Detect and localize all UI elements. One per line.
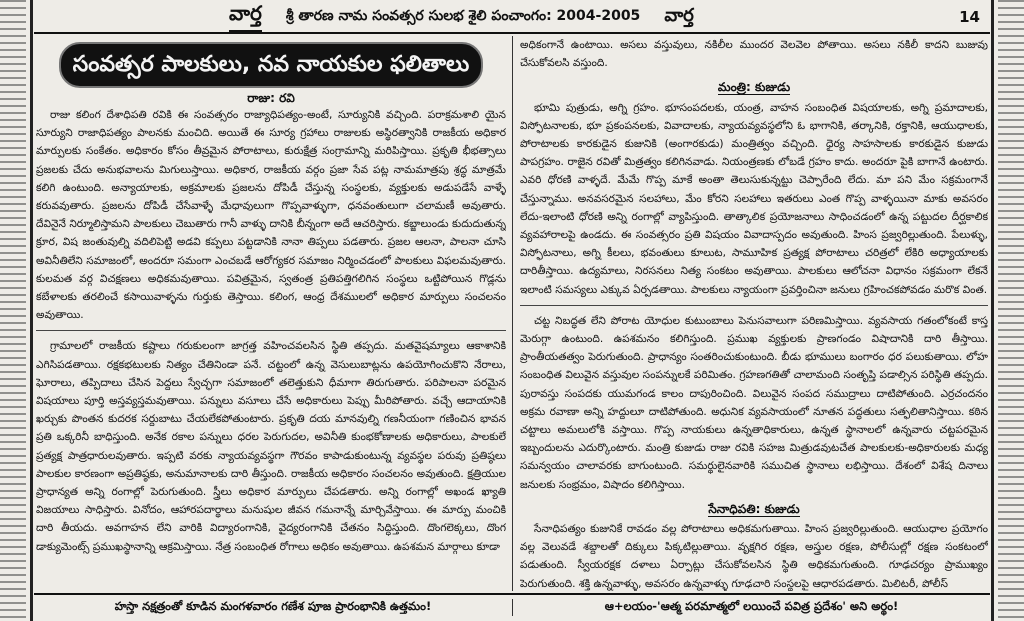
border-rule-left bbox=[30, 0, 33, 621]
king-paragraph-1: రాజు కలింగ దేశాధిపతి రవికి ఈ సంవత్సరం రాజ్యాధిపత్యం-అంటే, సూర్యునికి వచ్చింది. పరాక్రమశాలి యైన సూర్యుని రాజాధిపత్యం పాలనకు మంచిది. అయితే ఈ సూర్య గ్రహాలు రాజులకు అస్థిరత్వానికి రాజకీయ అధికార మార్పులకు సంకేతం. అధికారం కోసం తీవ్రమైన పోరాటాలు, కురుక్షేత్ర సంగ్రామాన్ని మరిపిస్తాయి. ప్రకృతి భీభత్సాలు ప్రజలకు చేదు అనుభవాలను మిగులుస్తాయి. అధికార, రాజకీయ వర్గం ప్రజా సేవ పట్ల నామమాత్రపు శ్రద్ధ మాత్రమే కలిగి ఉంటుంది. అన్యాయాలకు, అక్రమాలకు ప్రజలను దోపిడీ చేస్తున్న సంస్థలకు, వ్యక్తులకు అడుపడేసే వాళ్ళే కరువవుతారు. ప్రజలను దోపిడీ చేసేవాళ్ళే మేధావులుగా గొప్పవాళ్ళుగా, ధనవంతులుగా చలామణీ అవుతారు. దేవినైనే నిర్మూలిస్తామని పాలకులు చెబుతారు గానీ వాళ్ళు దానికి బీన్నంగా అదే ఆచరిస్తారు. కబ్జాలుండు కుదుదుతున్న క్రూర, విష జంతువుల్ని వదిలిపెట్టి అడవి కప్పలు పట్టడానికి నానా తిప్పలు పడతారు. ప్రజల ఆలనా, పాలనా చూసి అవినీతిలేని సమాజంలో, అందరూ సమంగా ఎంచబడే ఆరోగ్యకర సమాజం నిర్మించడంలో పాలకులు విఫలమవుతారు. కులమత వర్గ విచక్షణలు అధికమవుతాయి. పవిత్రమైన, స్వతంత్ర ప్రతిపత్తిగలిగిన సంస్థలు ఒట్టిపోయిన గొడ్లను కబేళాలకు తరలించే కసాయివాళ్ళను గుర్తుకు తెస్తాయి. కలింగ, ఆంధ్ర దేశములలో అధికార మార్పులు సంచలనం అవుతాయి. bbox=[36, 109, 506, 322]
minister-paragraph-1: భూమి పుత్రుడు, అగ్ని గ్రహం. భూసంపదలకు, యంత్ర, వాహన సంబంధిత విషయాలకు, అగ్ని ప్రమాదాలకు, విస్ఫోటనాలకు, భూ ప్రకంపనలకు, వివాదాలకు, న్యాయవ్యవస్థలోని ఓ భాగానికి, తర్కానికి, రక్తానికి, ఆయుధాలకు, పోరాటాలకు కారకుడైన కుజునికి (అంగారకుడు) మంత్రిత్వం వచ్చింది. ధైర్య సాహసాలకు కారకుడైన కుజుడు పాపగ్రహం. రాజైన రవితో మిత్రత్వం కలిగినవాడు. నియంత్రణకు లోబడే గ్రహం కాదు. అందరూ పైకి బాగానే ఉంటారు. ఎవరి ధోరణి వాళ్ళదే. మేమే గొప్ప మాకే అంతా తెలుసుకున్నట్టు చెప్పారేంది లేదు. మా పని మేం సక్రమంగానే చేస్తున్నాము. అనవసరమైన సలహాలు, మేం కోరని సలహాలు ఇతరులు ఎంత గొప్ప వాళ్ళయినా మాకు అవసరం లేదు-ఇలాంటి ధోరణి అన్ని రంగాల్లో వ్యాపిస్తుంది. తాత్కాలిక ప్రయోజనాలు సాధించడంలో ఉన్న పట్టుదల దీర్ఘకాలిక వ్యవహారాలపై ఉండదు. ఈ సంవత్సరం ప్రతి విషయం వివాదాస్పదం అవుతుంది. హింస ప్రజ్వరిల్లుతుంది. పేలుళ్ళు, విస్ఫోటనాలు, అగ్ని కీలలు, భవంతులు కూలుట, సామూహిక ప్రత్యక్ష పోరాటాలు చరిత్రలో లేకిరి అధ్యాయాలకు దారితీస్తాయి. ఉద్యమాలు, నిరసనలు నిత్య సంకటం అవుతాయి. పాలకులు ఆలోచనా విధానం సక్రమంగా లేకనే ఇలాంటి సమస్యలు ఎక్కువ ఏర్పడతాయి. పాలకులు న్యాయంగా ప్రవర్తించినా జనులు గ్రహించకపోవడం మరొక వింత. bbox=[520, 101, 988, 296]
border-rule-right bbox=[991, 0, 994, 621]
page-header bbox=[34, 2, 990, 34]
decorative-border-left bbox=[0, 0, 26, 621]
king-paragraph-2: గ్రామాలలో రాజకీయ కష్టాలు గరుకులంగా జాగ్రత్త వహించవలసిన స్థితి తప్పదు. మతవైషమ్యాలు ఆకాశానికి ఎగిసిపడతాయి. రక్షకభటులకు నిత్యం చేతినిండా పనే. చట్టంలో ఉన్న వెసులుబాట్లను ఉపయోగించుకొని నేరాలు, ఘోరాలు, తప్పిదాలు చేసిన పెద్దలు స్వేచ్ఛగా సమాజంలో తలెత్తుకుని ధీమాగా తిరుగుతారు. పరిపాలనా పరమైన విషయాలు పూర్తి అస్తవ్యస్తమవుతాయి. పన్నులు వసూలు చేసే అధికారులు పెప్పు మీరిపోతారు. వచ్చే ఆదాయానికి ఖర్చుకు పొంతన కుదరక సర్దుబాటు చేయలేకపోతుంటారు. ప్రకృతి దయ మానవుల్ని గణనీయంగా గణించిన భావన ప్రతి ఒక్కరినీ బాధిస్తుంది. అనేక రకాల పన్నులు ధరల పెరుగుదల, అవినీతి కుంభకోణాలకు అధికారులు, పాలకులే ప్రత్యక్ష పాత్రధారులవుతారు. ఇప్పటి వరకు న్యాయవ్యవస్థగా గౌరవం కాపాడుకుంటున్న వ్యవస్థల పరువు ప్రతిష్ఠలు పాలకుల కారణంగా అప్రతిష్ఠకు, అనుమానాలకు దారి తీస్తుంది. రాజకీయ అధికారం సంచలనం అవుతుంది. క్షత్రియుల ప్రాధాన్యత అన్ని రంగాల్లో పెరుగుతుంది. స్త్రీలు అధికార మార్పులు చేపడతారు. అన్ని రంగాల్లో అఖండ ఖ్యాతి విజయాలు సాధిస్తారు. వినోదం, ఆహారపదార్థాలు మనుషుల జీవన గమనాన్నే మార్చివేస్తాయి. ఈ మార్పు మంచికి దారి తీయదు. అవగాహన లేని వారికి విద్యారంగానికి, వైద్యరంగానికి చేతనం సిద్ధిస్తుంది. దొంగలెక్కలు, దొంగ డాక్యుమెంట్స్ ప్రముఖస్థానాన్ని ఆక్రమిస్తాయి. నేత్ర సంబంధిత రోగాలు అధికం అవుతాయి. ఉపశమన మార్గాలు కూడా bbox=[36, 340, 506, 553]
minister-heading: మంత్రి: కుజుడు bbox=[717, 80, 791, 95]
column-divider bbox=[512, 36, 513, 591]
minister-paragraph-2: చట్ట నిబద్ధత లేని పోరాట యోధుల కుటుంబాలు పెనుసవాలుగా పరిణమిస్తాయి. వ్యవసాయ గతంలోకంటే కాస్త మెరుగ్గా ఉంటుంది. ఉపశమనం కలిగిస్తుంది. ప్రముఖ వ్యక్తులకు ప్రాణగండం విషాదానికి దారి తీస్తాయి. ప్రాంతీయతత్వం పెరుగుతుంది. ప్రాధాన్యం సంతరించుకుంటుంది. బీడు భూములు బంగారం ధర పలుకుతాయి. లోహ సంబంధిత విలువైన వస్తువుల సంపన్నులకే పరిమితం. గ్రహణగతితో చాలామంది సంతృప్తి పడాల్సిన పరిస్థితి తప్పదు. పురావస్తు సంపదకు యుమగండ కాలం దాపురించింది. విలువైన సంపద సముద్రాలు దాటిపోతుంది. ఎర్రచందనం అక్రమ రవాణా అన్ని హద్దులూ దాటిపోతుంది. అధునిక వ్యవసాయంలో నూతన పద్ధతులు సత్ఫలితానిస్తాయి. కఠిన చట్టాలు అమలులోకి వస్తాయి. గొప్ప నాయకులు ఉన్నతాధికారులు, ఉన్నత స్థానాలలో ఉన్నవారు చట్టపరమైన ఇబ్బందులను ఎదుర్కొంటారు. మంత్రి కుజుడు రాజు రవికి సహజ మిత్రుడవుటచేత పాలకులకు-అధికారులకు మధ్య సమన్వయం చాలావరకు బాగుంటుంది. సమర్థులైనవారికి సముచిత స్థానాలు లభిస్తాయి. దేశంలో విశేష దినాలు జనులకు సంభ్రమం, విషాదం కలిగిస్తాయి. bbox=[520, 314, 988, 491]
left-column bbox=[36, 36, 506, 591]
page-footer bbox=[34, 593, 990, 619]
decorative-border-right bbox=[998, 0, 1024, 621]
section-divider bbox=[36, 330, 506, 331]
article-banner-title: సంవత్సర పాలకులు, నవ నాయకుల ఫలితాలు bbox=[59, 42, 483, 88]
section-divider bbox=[520, 305, 988, 306]
right-column bbox=[520, 36, 988, 591]
page-number: 14 bbox=[959, 8, 980, 26]
continued-paragraph: అధికంగానే ఉంటాయి. అసలు వస్తువులు, నకిలీల ముందర వెలవెల పోతాయి. అసలు నకిలీ కాదని బుజువు చేసుకోవలసి వస్తుంది. bbox=[520, 39, 988, 70]
header-title: శ్రీ తారణ నామ సంవత్సర సులభ శైలి పంచాంగం: 2004-2005 bbox=[285, 7, 641, 24]
king-subheading: రాజు: రవి bbox=[247, 91, 295, 105]
masthead-logo: వార్త bbox=[229, 1, 262, 33]
masthead-logo-right: వార్త bbox=[664, 4, 694, 26]
commander-paragraph-1: సేనాధిపత్యం కుజునికే రావడం వల్ల పోరాటాలు అధికమగుతాయి. హింస ప్రజ్వరిల్లుతుంది. ఆయుధాల ప్రయోగం వల్ల వెలువడే శబ్దాలతో దిక్కులు పిక్కటిల్లుతాయి. వృక్షగిర రక్షణ, అస్త్రుల రక్షణ, పోలీసుల్లో రక్షణ సంకటంలో పడుతుంది. స్వీయరక్షక దళాలు ఏర్పాట్లు చేసుకోవలసిన స్థితి అధికమగుతుంది. గూఢచర్యం ప్రాముఖ్యం పెరుగుతుంది. శక్తి ఉన్నవాళ్ళు, అవసరం ఉన్నవాళ్ళు గూఢచారి సంస్థలపై ఆధారపడతారు. మిలిటరీ, పోలీస్ bbox=[520, 523, 988, 590]
footer-note-left: హస్తా నక్షత్రంతో కూడిన మంగళవారం గణేశ పూజ ప్రారంభానికి ఉత్తమం! bbox=[114, 598, 432, 613]
footer-note-right: ఆ+లయం-'ఆత్మ పరమాత్మలో లయించే పవిత్ర ప్రదేశం' అని అర్థం! bbox=[512, 599, 990, 616]
commander-heading: సేనాధిపతి: కుజుడు bbox=[708, 501, 800, 516]
